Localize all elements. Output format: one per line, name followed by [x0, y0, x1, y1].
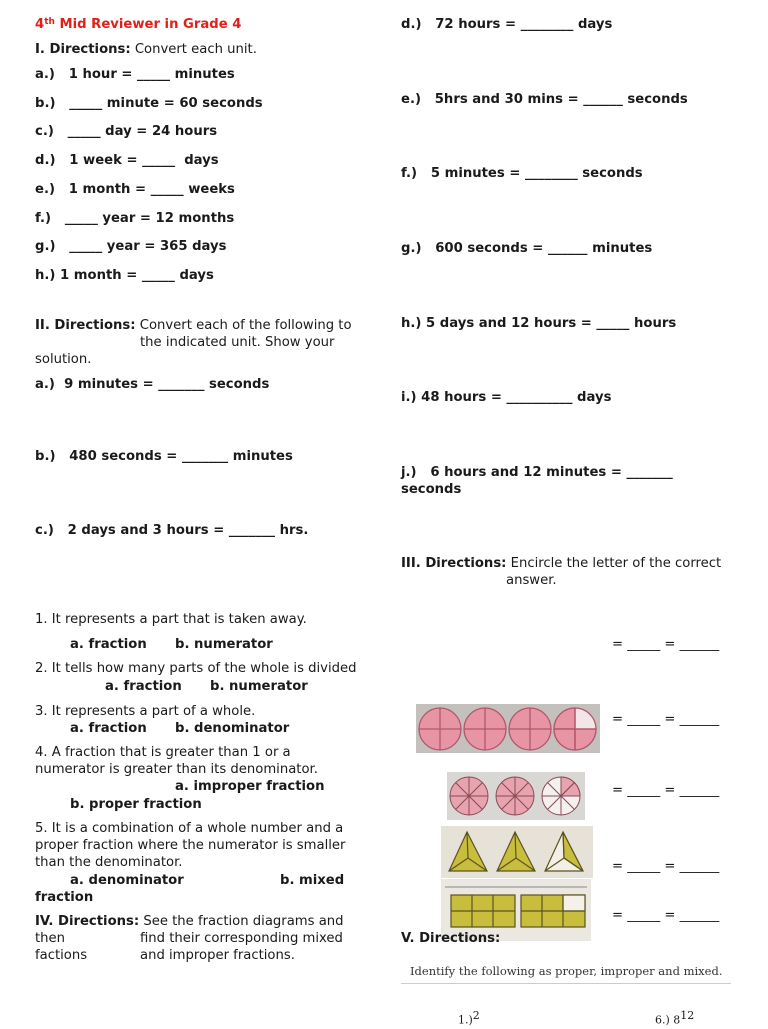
fraction-diagram-circles-quarters — [416, 704, 600, 753]
right-item-j-line2: seconds — [401, 482, 462, 497]
part2-directions: II. Directions: Convert each of the following to — [35, 318, 352, 333]
question-3-option-b[interactable]: b. denominator — [175, 721, 290, 736]
part5-item-6: 6.) $8^{12}$ — [655, 1009, 695, 1027]
question-4-option-a[interactable]: a. improper fraction — [175, 779, 325, 794]
question-5: 5. It is a combination of a whole number and a — [35, 821, 344, 836]
part2-directions-line3: solution. — [35, 352, 92, 367]
question-4: 4. A fraction that is greater than 1 or a — [35, 745, 291, 760]
part3-directions-line2: answer. — [506, 573, 557, 588]
right-item-i: i.) 48 hours = __________ days — [401, 390, 612, 405]
fraction-diagram-circles-eighths — [447, 772, 585, 820]
answer-line-2: = _____ = ______ — [612, 712, 720, 727]
part1-item-h: h.) 1 month = _____ days — [35, 268, 214, 283]
part1-item-a: a.) 1 hour = _____ minutes — [35, 67, 235, 82]
part1-item-b: b.) _____ minute = 60 seconds — [35, 96, 263, 111]
part4-directions: IV. Directions: See the fraction diagrams and — [35, 914, 344, 929]
part1-item-f: f.) _____ year = 12 months — [35, 211, 235, 226]
part4-line3a: factions — [35, 948, 88, 963]
right-item-g: g.) 600 seconds = ______ minutes — [401, 241, 653, 256]
answer-line-1: = _____ = ______ — [612, 637, 720, 652]
part4-line3b: and improper fractions. — [140, 948, 295, 963]
part4-line2a: then — [35, 931, 66, 946]
question-5-line2: proper fraction where the numerator is smaller — [35, 838, 346, 853]
question-2-option-a[interactable]: a. fraction — [105, 679, 182, 694]
part5-instruction: Identify the following as proper, improper and mixed. — [410, 964, 723, 978]
question-4-line2: numerator is greater than its denominator. — [35, 762, 318, 777]
question-4-option-b[interactable]: b. proper fraction — [70, 797, 202, 812]
right-item-f: f.) 5 minutes = ________ seconds — [401, 166, 643, 181]
answer-line-5: = _____ = ______ — [612, 908, 720, 923]
question-5-option-a[interactable]: a. denominator — [70, 873, 184, 888]
answer-line-4: = _____ = ______ — [612, 859, 720, 874]
right-item-h: h.) 5 days and 12 hours = _____ hours — [401, 316, 677, 331]
part3-directions: III. Directions: Encircle the letter of the correct — [401, 556, 722, 571]
part2-item-a: a.) 9 minutes = _______ seconds — [35, 377, 270, 392]
part2-directions-line2: the indicated unit. Show your — [140, 335, 335, 350]
part5-directions: V. Directions: — [401, 931, 501, 946]
part2-item-c: c.) 2 days and 3 hours = _______ hrs. — [35, 523, 309, 538]
question-5-line3: than the denominator. — [35, 855, 183, 870]
question-1-option-a[interactable]: a. fraction — [70, 637, 147, 652]
question-2-option-b[interactable]: b. numerator — [210, 679, 308, 694]
answer-line-3: = _____ = ______ — [612, 783, 720, 798]
part2-item-b: b.) 480 seconds = _______ minutes — [35, 449, 293, 464]
page-title: 4th Mid Reviewer in Grade 4 — [35, 17, 242, 32]
divider — [401, 983, 731, 984]
question-1-option-b[interactable]: b. numerator — [175, 637, 273, 652]
question-5-option-b-line2: fraction — [35, 890, 94, 905]
question-3-option-a[interactable]: a. fraction — [70, 721, 147, 736]
question-2: 2. It tells how many parts of the whole is divided — [35, 661, 357, 676]
question-1: 1. It represents a part that is taken away. — [35, 612, 307, 627]
right-item-e: e.) 5hrs and 30 mins = ______ seconds — [401, 92, 688, 107]
part1-item-g: g.) _____ year = 365 days — [35, 239, 227, 254]
part4-line2b: find their corresponding mixed — [140, 931, 343, 946]
part1-item-c: c.) _____ day = 24 hours — [35, 124, 218, 139]
part5-item-1: 1.)$^2$ — [458, 1009, 480, 1027]
fraction-diagram-triangles — [441, 826, 593, 878]
question-5-option-b[interactable]: b. mixed — [280, 873, 345, 888]
right-item-d: d.) 72 hours = ________ days — [401, 17, 613, 32]
question-3: 3. It represents a part of a whole. — [35, 704, 256, 719]
part1-item-e: e.) 1 month = _____ weeks — [35, 182, 235, 197]
part1-item-d: d.) 1 week = _____ days — [35, 153, 219, 168]
part1-directions: I. Directions: Convert each unit. — [35, 42, 257, 57]
right-item-j: j.) 6 hours and 12 minutes = _______ — [401, 465, 673, 480]
